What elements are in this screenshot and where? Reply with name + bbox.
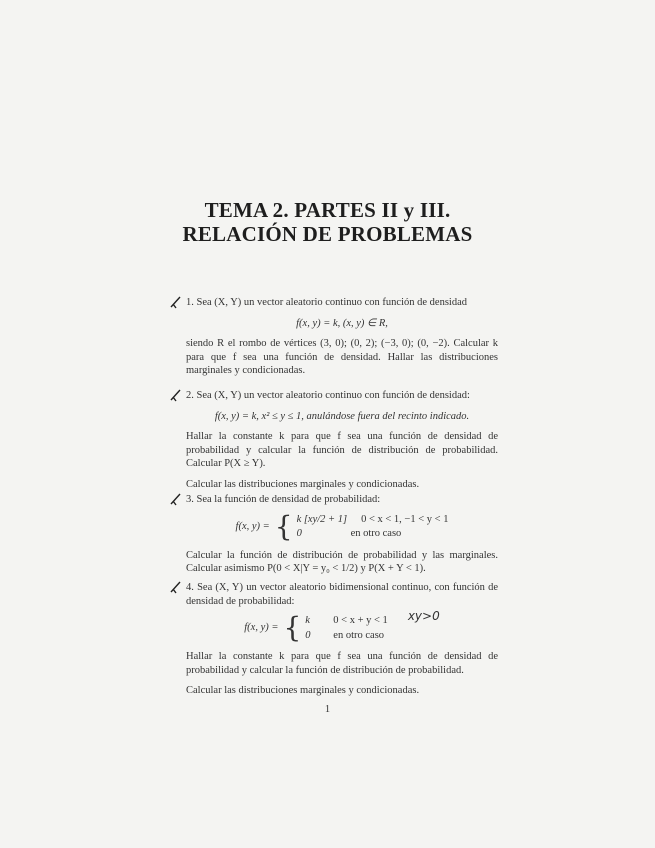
problem-text: Hallar la constante k para que f sea una función de densidad de probabilidad y calcular la función de distribución de probabilidad. Calcular P(X ≥ Y). bbox=[186, 431, 498, 469]
case-1-value: k [xy/2 + 1] bbox=[296, 513, 348, 525]
problem-number: 1. bbox=[186, 297, 194, 308]
problem-text: Hallar la constante k para que f sea una función de densidad de probabilidad y calcular la función de distribución de probabilidad. bbox=[186, 651, 498, 676]
problem-intro: Sea la función de densidad de probabilidad: bbox=[196, 494, 381, 505]
problem-intro: Sea (X, Y) un vector aleatorio continuo con función de densidad: bbox=[196, 390, 470, 401]
case-2-value: 0 bbox=[296, 528, 302, 539]
case-1-condition: 0 < x + y < 1 bbox=[333, 615, 388, 626]
case-2-condition: en otro caso bbox=[350, 528, 402, 539]
problem-3 bbox=[186, 493, 498, 576]
piecewise-equation bbox=[186, 609, 498, 644]
equation-lhs: f(x, y) = bbox=[235, 520, 270, 532]
problem-text-2: Calcular las distribuciones marginales y condicionadas. bbox=[186, 478, 420, 490]
problem-2 bbox=[186, 389, 498, 491]
checkmark-icon bbox=[170, 388, 182, 402]
problem-equation: f(x, y) = k, (x, y) ∈ R, bbox=[296, 317, 388, 329]
problem-text-2: Calcular las distribuciones marginales y condicionadas. bbox=[186, 685, 420, 696]
case-1-condition: 0 < x < 1, −1 < y < 1 bbox=[361, 513, 449, 525]
problem-text: siendo R el rombo de vértices (3, 0); (0, 2); (−3, 0); (0, −2). Calcular k para que f sea una función de densidad. Hallar las distribuciones marginales y condicionadas. bbox=[186, 338, 498, 376]
brace: { bbox=[274, 509, 293, 543]
problem-4 bbox=[186, 581, 498, 698]
equation-lhs: f(x, y) = bbox=[244, 622, 279, 634]
checkmark-icon bbox=[170, 492, 182, 506]
problem-number: 2. bbox=[186, 390, 194, 401]
title-line-1: TEMA 2. PARTES II y III. bbox=[204, 198, 451, 222]
case-2-condition: en otro caso bbox=[333, 629, 385, 641]
brace: { bbox=[283, 611, 302, 644]
checkmark-icon bbox=[170, 295, 182, 309]
case-1-value: k bbox=[305, 615, 310, 626]
problem-equation: f(x, y) = k, x² ≤ y ≤ 1, anulándose fuera del recinto indicado. bbox=[214, 410, 470, 422]
problem-intro: Sea (X, Y) un vector aleatorio bidimensional continuo, con función de densidad de probabilidad: bbox=[186, 582, 499, 607]
piecewise-equation bbox=[186, 509, 498, 543]
problem-text: Calcular la función de distribución de probabilidad y las marginales. Calcular asimismo P(0 < X|Y = y₀ < 1/2) y P(X + Y < 1). bbox=[186, 549, 498, 574]
problem-intro: Sea (X, Y) un vector aleatorio continuo con función de densidad bbox=[196, 297, 467, 308]
problem-number: 3. bbox=[186, 494, 194, 505]
problem-1 bbox=[186, 296, 498, 378]
case-2-value: 0 bbox=[305, 629, 311, 641]
page-number: 1 bbox=[324, 704, 331, 715]
title-line-2: RELACIÓN DE PROBLEMAS bbox=[182, 222, 473, 246]
handwritten-note: xy>0 bbox=[407, 609, 440, 623]
checkmark-icon bbox=[170, 580, 182, 594]
problem-number: 4. bbox=[186, 582, 194, 593]
